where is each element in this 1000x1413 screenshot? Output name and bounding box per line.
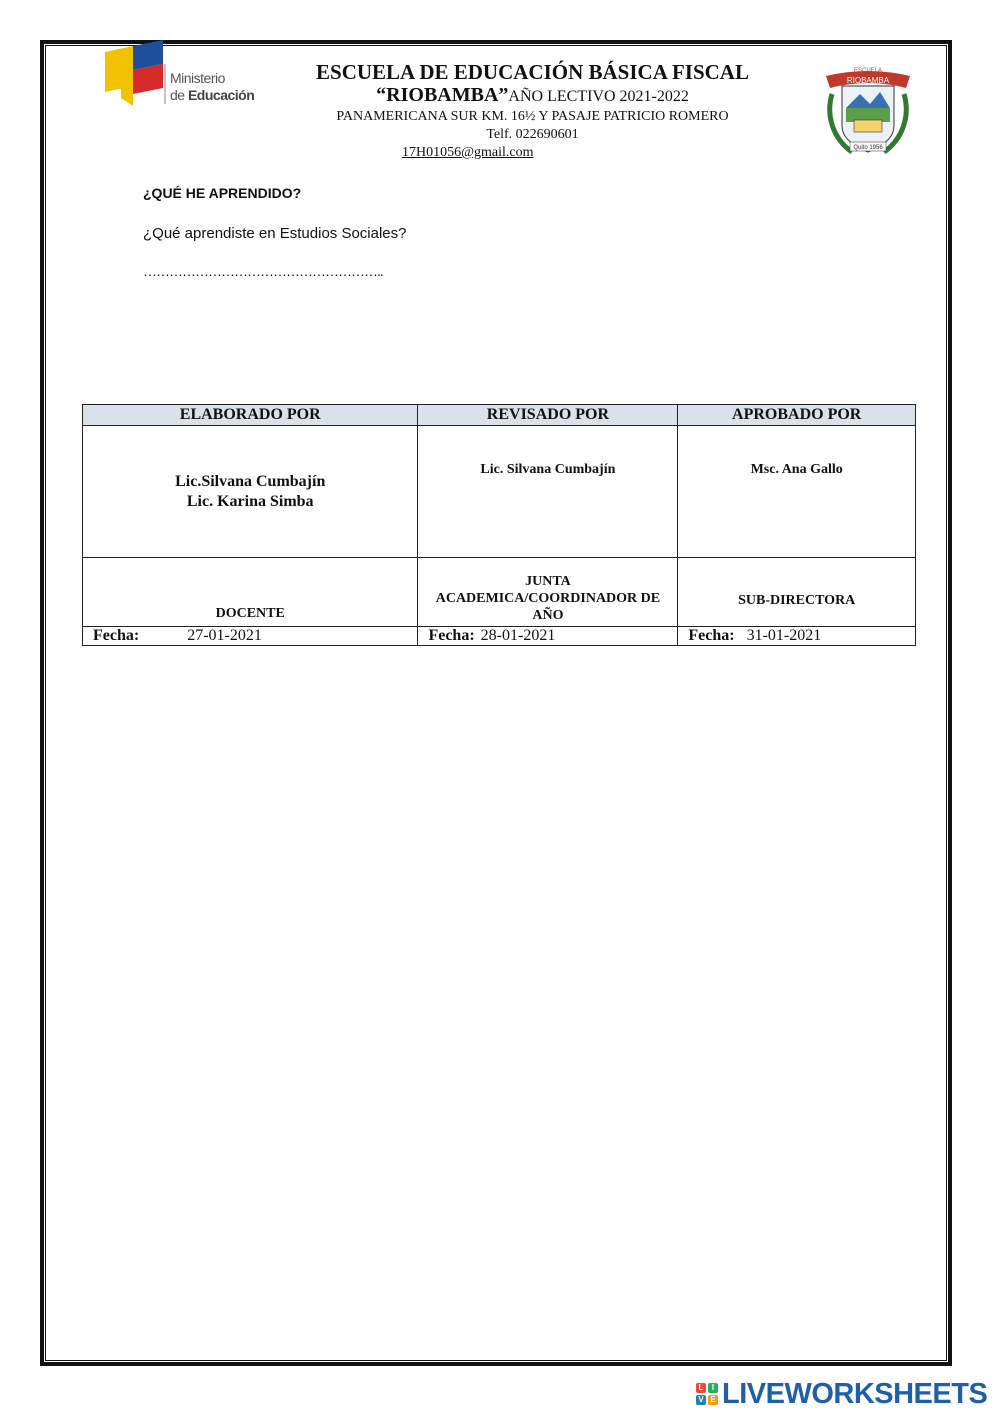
section-title: ¿QUÉ HE APRENDIDO? <box>143 185 302 201</box>
question-text: ¿Qué aprendiste en Estudios Sociales? <box>143 225 407 242</box>
role-cell-2 <box>418 558 678 627</box>
approval-table <box>82 404 916 646</box>
ministry-line2-bold: Educación <box>187 87 255 103</box>
approval-names-row <box>83 426 916 558</box>
school-seal-icon <box>818 64 918 160</box>
lw-letter-i: I <box>708 1383 718 1393</box>
header-revisado: REVISADO POR <box>418 405 678 426</box>
liveworksheets-text: LIVEWORKSHEETS <box>722 1377 988 1410</box>
date-label-3: Fecha: <box>688 627 735 644</box>
role-junta: JUNTA ACADEMICA/COORDINADOR DE AÑO <box>435 574 661 623</box>
header-elaborado: ELABORADO POR <box>83 405 418 426</box>
approval-header-row <box>83 405 916 426</box>
school-header <box>260 60 805 144</box>
school-phone: Telf. 022690601 <box>486 127 579 142</box>
aprobado-name: Msc. Ana Gallo <box>678 426 916 558</box>
seal-banner-text: RIOBAMBA <box>846 76 890 85</box>
date-cell-3 <box>678 627 916 646</box>
elaborado-cell <box>83 426 418 558</box>
seal-top-text: ESCUELA <box>853 68 883 74</box>
elaborado-name-2: Lic. Karina Simba <box>186 492 314 510</box>
answer-line: ……………………………………………….. <box>143 263 383 279</box>
lw-letter-l: L <box>696 1383 706 1393</box>
date-value-2: 28-01-2021 <box>480 627 556 644</box>
school-address: PANAMERICANA SUR KM. 16½ Y PASAJE PATRICIO ROMERO <box>336 109 729 124</box>
elaborado-name-1: Lic.Silvana Cumbajín <box>175 472 326 490</box>
liveworksheets-watermark[interactable] <box>696 1378 987 1410</box>
role-cell-1 <box>83 558 418 627</box>
ministerio-logo-text <box>170 70 254 104</box>
ministry-line2-prefix: de <box>170 87 185 103</box>
approval-roles-row <box>83 558 916 627</box>
liveworksheets-logo-icon <box>696 1383 718 1405</box>
ministry-line1: Ministerio <box>170 70 225 86</box>
date-value-3: 31-01-2021 <box>746 627 822 644</box>
page-border-inner <box>45 45 947 1361</box>
date-cell-1 <box>83 627 418 646</box>
role-cell-3 <box>678 558 916 627</box>
lw-letter-e: E <box>708 1395 718 1405</box>
header-aprobado: APROBADO POR <box>678 405 916 426</box>
school-email-link[interactable]: 17H01056@gmail.com <box>402 145 534 160</box>
revisado-name: Lic. Silvana Cumbajín <box>418 426 678 558</box>
role-subdirectora: SUB-DIRECTORA <box>738 592 856 608</box>
school-name: ESCUELA DE EDUCACIÓN BÁSICA FISCAL <box>316 60 749 84</box>
date-value-1: 27-01-2021 <box>187 627 262 644</box>
school-year: AÑO LECTIVO 2021-2022 <box>508 88 689 105</box>
seal-bottom-text: Quito 1956 <box>853 145 883 151</box>
date-label-2: Fecha: <box>428 627 475 644</box>
school-quote: “RIOBAMBA” <box>376 84 509 106</box>
approval-dates-row <box>83 627 916 646</box>
date-cell-2 <box>418 627 678 646</box>
role-docente: DOCENTE <box>215 606 285 621</box>
date-label-1: Fecha: <box>93 627 140 644</box>
lw-letter-v: V <box>696 1395 706 1405</box>
